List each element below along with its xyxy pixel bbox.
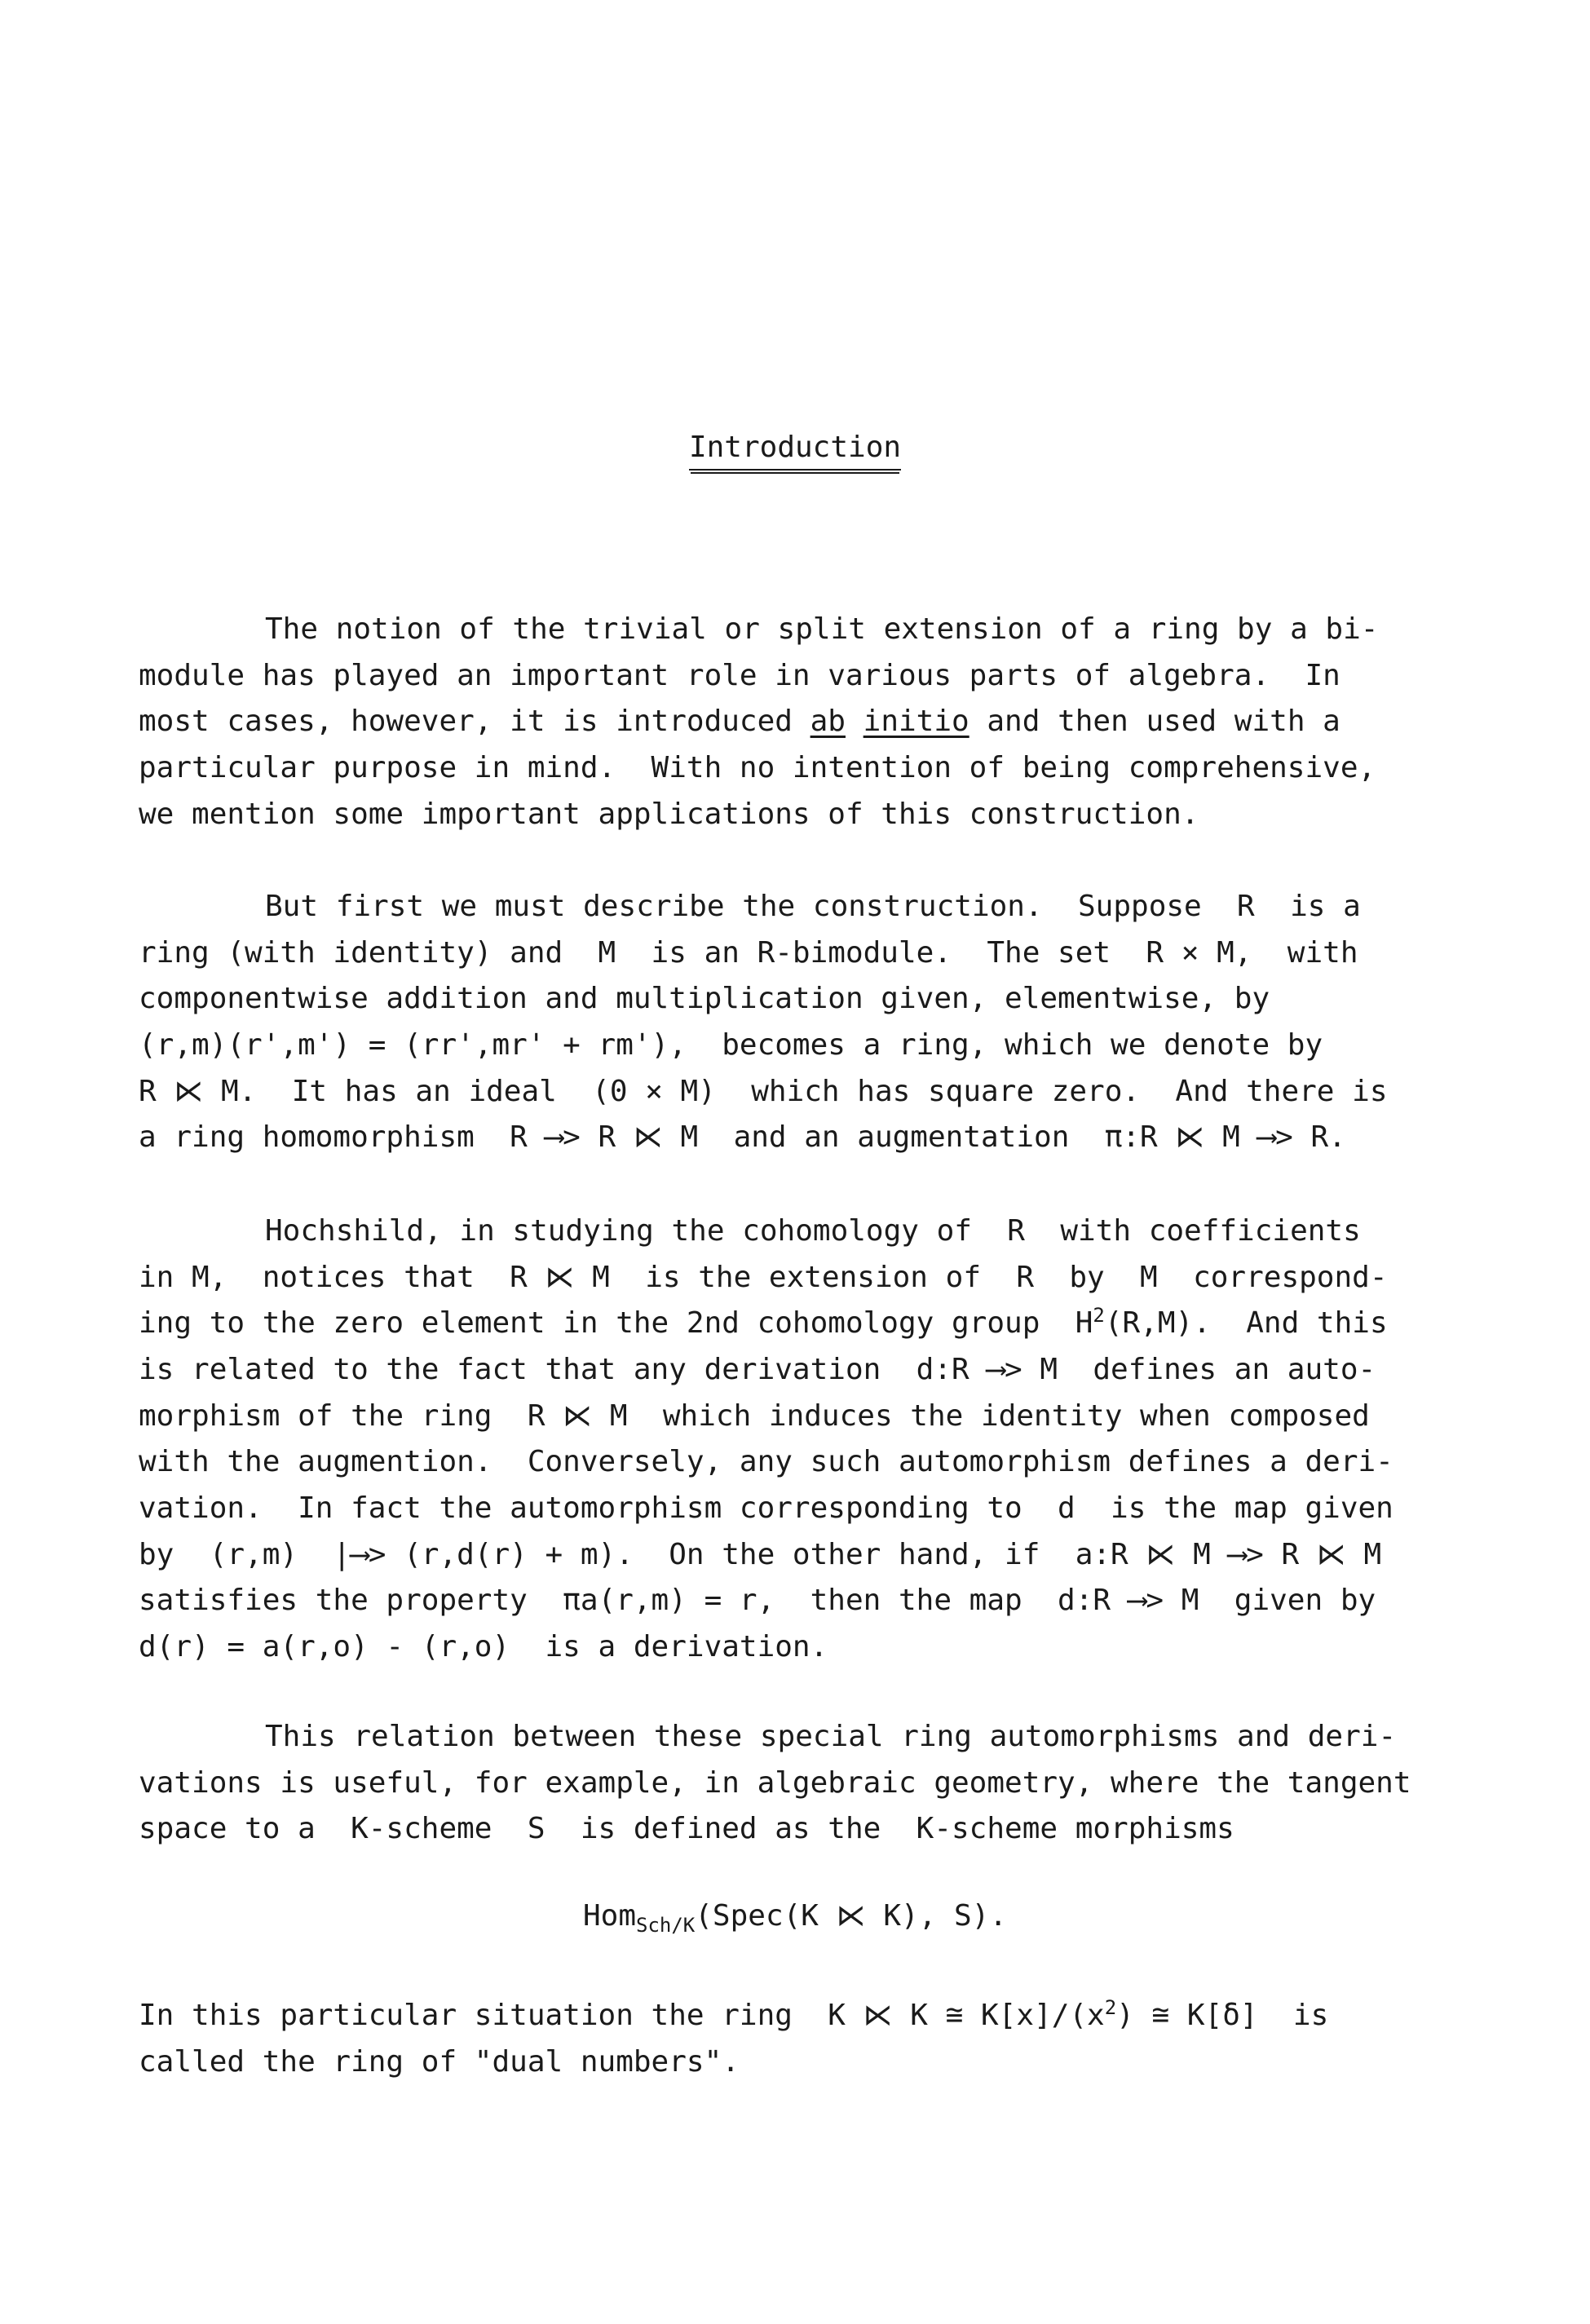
underlined-text: initio (863, 705, 969, 738)
text-run: most cases, however, it is introduced (139, 705, 810, 738)
text-run: ) ≅ K[δ] is (1116, 1999, 1329, 2032)
text-line: by (r,m) |⟶> (r,d(r) + m). On the other hand, if a:R ⋉ M ⟶> R ⋉ M (139, 1538, 1382, 1571)
underlined-text: ab (810, 705, 846, 738)
text-line: But first we must describe the construction. Suppose R is a (265, 890, 1361, 923)
text-line: vation. In fact the automorphism corresponding to d is the map given (139, 1491, 1393, 1525)
text-line: satisfies the property πa(r,m) = r, then the map d:R ⟶> M given by (139, 1584, 1376, 1617)
text-line: ring (with identity) and M is an R-bimodule. The set R × M, with (139, 936, 1358, 970)
text-line: Hochshild, in studying the cohomology of R with coefficients (265, 1214, 1361, 1248)
superscript: 2 (1093, 1304, 1105, 1327)
text-line: in M, notices that R ⋉ M is the extension of R by M correspond- (139, 1261, 1388, 1294)
title-text: Introduction (689, 431, 901, 471)
display-formula (0, 1896, 1590, 1937)
text-line: with the augmention. Conversely, any such automorphism defines a deri- (139, 1445, 1393, 1478)
text-run: In this particular situation the ring K ⋉ K ≅ K[x]/(x (139, 1999, 1105, 2032)
superscript: 2 (1104, 1996, 1117, 2019)
text-line: space to a K-scheme S is defined as the K-scheme morphisms (139, 1812, 1234, 1845)
text-line: (r,m)(r',m') = (rr',mr' + rm'), becomes a ring, which we denote by (139, 1028, 1323, 1062)
text-line: vations is useful, for example, in algebraic geometry, where the tangent (139, 1766, 1411, 1800)
text-line: The notion of the trivial or split extension of a ring by a bi- (265, 612, 1379, 646)
text-line: is related to the fact that any derivation d:R ⟶> M defines an auto- (139, 1353, 1376, 1386)
text-line: d(r) = a(r,o) - (r,o) is a derivation. (139, 1630, 828, 1663)
text-line: a ring homomorphism R ⟶> R ⋉ M and an augmentation π:R ⋉ M ⟶> R. (139, 1120, 1346, 1154)
text-line (139, 1995, 1328, 2036)
text-line: particular purpose in mind. With no intention of being comprehensive, (139, 751, 1376, 784)
text-run: ing to the zero element in the 2nd cohomology group H (139, 1306, 1093, 1340)
text-line: called the ring of "dual numbers". (139, 2045, 740, 2079)
text-line (139, 1303, 1388, 1344)
text-line (139, 701, 1340, 742)
text-line: module has played an important role in various parts of algebra. In (139, 659, 1340, 692)
formula-subscript: Sch/K (636, 1914, 696, 1937)
text-line: we mention some important applications of this construction. (139, 797, 1199, 831)
text-run: and then used with a (969, 705, 1340, 738)
text-run (846, 705, 863, 738)
text-line: componentwise addition and multiplication given, elementwise, by (139, 982, 1270, 1015)
formula-rest: (Spec(K ⋉ K), S). (695, 1899, 1008, 1933)
text-line: morphism of the ring R ⋉ M which induces the identity when composed (139, 1399, 1370, 1433)
text-run: (R,M). And this (1104, 1306, 1388, 1340)
text-line: R ⋉ M. It has an ideal (0 × M) which has square zero. And there is (139, 1075, 1388, 1108)
formula-hom: Hom (582, 1899, 636, 1933)
page-title (0, 428, 1590, 467)
text-line: This relation between these special ring automorphisms and deri- (265, 1720, 1397, 1753)
